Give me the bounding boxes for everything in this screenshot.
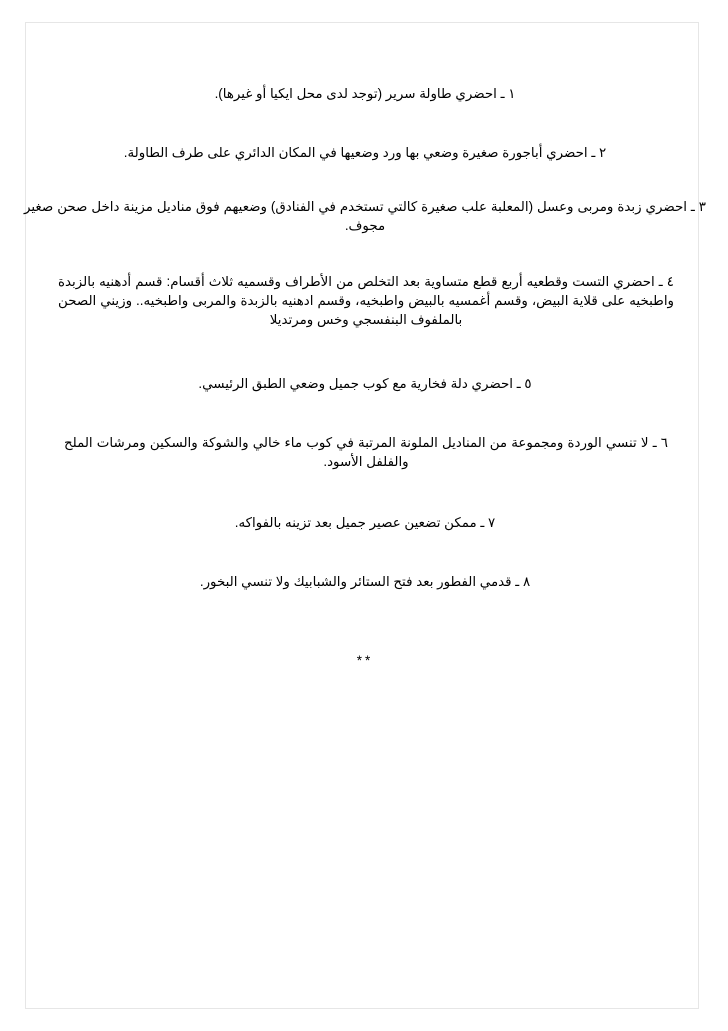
instruction-6: ٦ ـ لا تنسي الوردة ومجموعة من المناديل الملونة المرتبة في كوب ماء خالي والشوكة والسكين ومرشات الملح والفلفل الأسود. <box>64 435 668 469</box>
instruction-3: ٣ ـ احضري زبدة ومربى وعسل (المعلبة علب صغيرة كالتي تستخدم في الفنادق) وضعيهم فوق مناديل مزينة داخل صحن صغير مجوف. <box>24 199 706 233</box>
instruction-7: ٧ ـ ممكن تضعين عصير جميل بعد تزينه بالفواكه. <box>234 515 496 530</box>
instruction-2: ٢ ـ احضري أباجورة صغيرة وضعي بها ورد وضعيها في المكان الدائري على طرف الطاولة. <box>123 145 607 160</box>
instruction-1: ١ ـ احضري طاولة سرير (توجد لدى محل ايكيا أو غيرها). <box>214 86 516 101</box>
instruction-4: ٤ ـ احضري التست وقطعيه أربع قطع متساوية بعد التخلص من الأطراف وقسميه ثلاث أقسام: قسم أدهنيه بالزبدة واطبخيه على قلاية البيض، وقسم أغمسيه بالبيض واطبخيه، وقسم ادهنيه بالزبدة والمربى واطبخيه.. وزيني الصحن بالملفوف البنفسجي وخس ومرتديلا <box>58 274 674 327</box>
instruction-8: ٨ ـ قدمي الفطور بعد فتح الستائر والشبابيك ولا تنسي البخور. <box>199 574 531 589</box>
instruction-5: ٥ ـ احضري دلة فخارية مع كوب جميل وضعي الطبق الرئيسي. <box>198 376 532 391</box>
closing-mark: ** <box>356 653 374 668</box>
